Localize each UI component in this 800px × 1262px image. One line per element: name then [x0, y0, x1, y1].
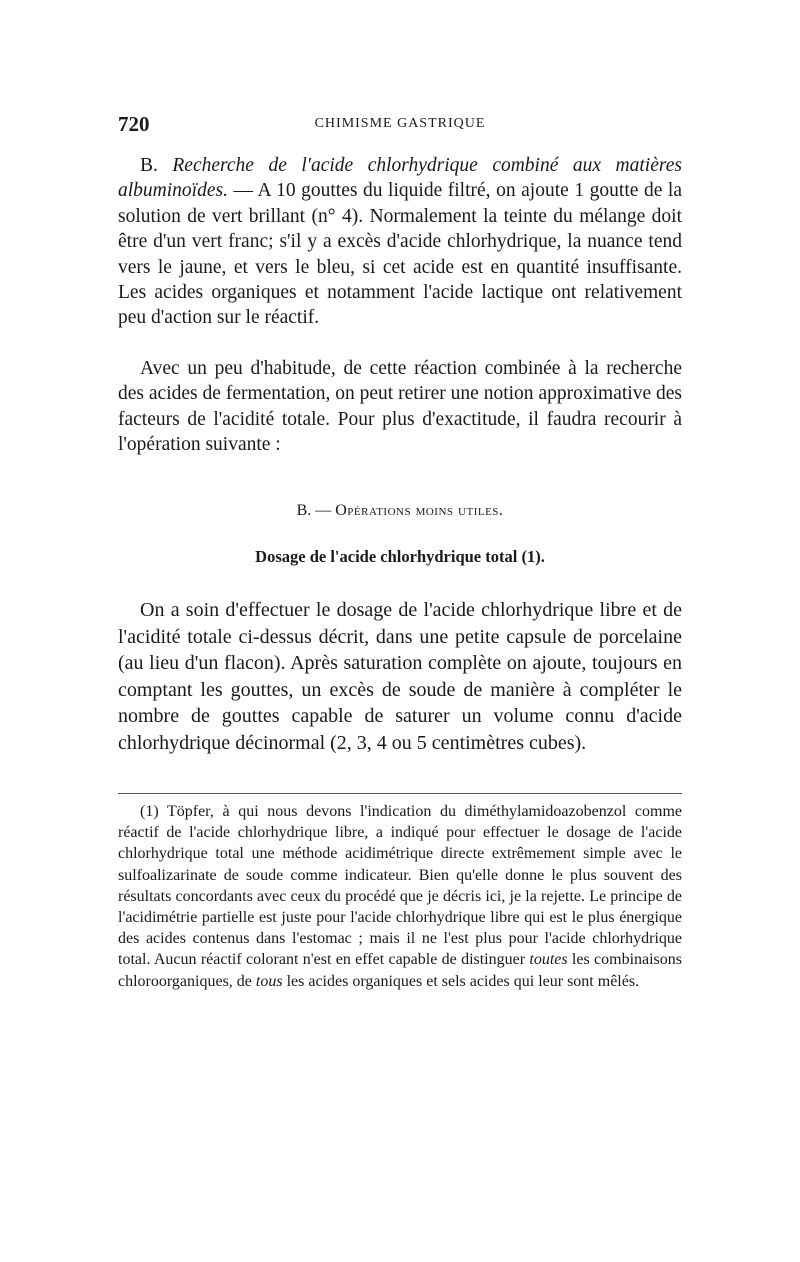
footnote — [118, 801, 682, 992]
page-header — [118, 112, 682, 138]
footnote-emphasis: toutes — [529, 951, 568, 969]
paragraph-text: Avec un peu d'habitude, de cette réaction combinée à la recherche des acides de fermentation, on peut retirer une notion approximative des facteurs de l'acidité totale. Pour plus d'exactitude, il faudra recourir à l'opération suivante : — [118, 358, 682, 456]
paragraph-label: B. — [140, 155, 173, 176]
page-number: 720 — [118, 112, 150, 136]
paragraph-title: Recherche de l'acide chlorhydrique combiné aux matières albuminoïdes. — [118, 155, 682, 202]
section-title: Opérations moins utiles. — [335, 502, 504, 519]
subheading-dosage: Dosage de l'acide chlorhydrique total (1). — [255, 547, 545, 566]
footnote-divider — [118, 793, 682, 794]
paragraph-avec — [118, 356, 682, 458]
paragraph-recherche — [118, 153, 682, 331]
footnote-text: (1) Töpfer, à qui nous devons l'indication du diméthylamidoazobenzol comme réactif de l'acide chlorhydrique libre, a indiqué pour effectuer le dosage de l'acide chlorhydrique total une méthode acidimétrique directe extrêmement simple avec le sulfoalizarinate de soude comme indicateur. Bien qu'elle donne le plus souvent des résultats concordants avec ceux du procédé que je décris ici, je la rejette. Le principe de l'acidimétrie partielle est juste pour l'acide chlorhydrique libre qui est le plus énergique des acides contenus dans l'estomac ; mais il ne l'est plus pour l'acide chlorhydrique total. Aucun réactif colorant n'est en effet capable de distinguer — [118, 803, 682, 969]
paragraph-dosage — [118, 597, 682, 757]
running-head: CHIMISME GASTRIQUE — [314, 116, 486, 131]
section-heading — [118, 502, 682, 520]
paragraph-text: On a soin d'effectuer le dosage de l'acide chlorhydrique libre et de l'acidité totale ci-dessus décrit, dans une petite capsule de porcelaine (au lieu d'un flacon). Après saturation complète on ajoute, toujours en comptant les gouttes, un excès de soude de manière à compléter le nombre de gouttes capable de saturer un volume connu d'acide chlorhydrique décinormal (2, 3, 4 ou 5 centimètres cubes). — [118, 599, 682, 754]
footnote-text: les combinaisons chloroorganiques, de — [118, 951, 683, 990]
section-label: B. — — [296, 502, 336, 519]
paragraph-text: — A 10 gouttes du liquide filtré, on ajoute 1 goutte de la solution de vert brillant (n° 4). Normalement la teinte du mélange doit être d'un vert franc; s'il y a excès d'acide chlorhydrique, la nuance tend vers le jaune, et vers le bleu, si cet acide est en quantité insuffisante. Les acides organiques et notamment l'acide lactique ont relativement peu d'action sur le réactif. — [118, 180, 682, 329]
footnote-emphasis: tous — [255, 972, 283, 990]
footnote-text: les acides organiques et sels acides qui leur sont mêlés. — [282, 972, 640, 990]
